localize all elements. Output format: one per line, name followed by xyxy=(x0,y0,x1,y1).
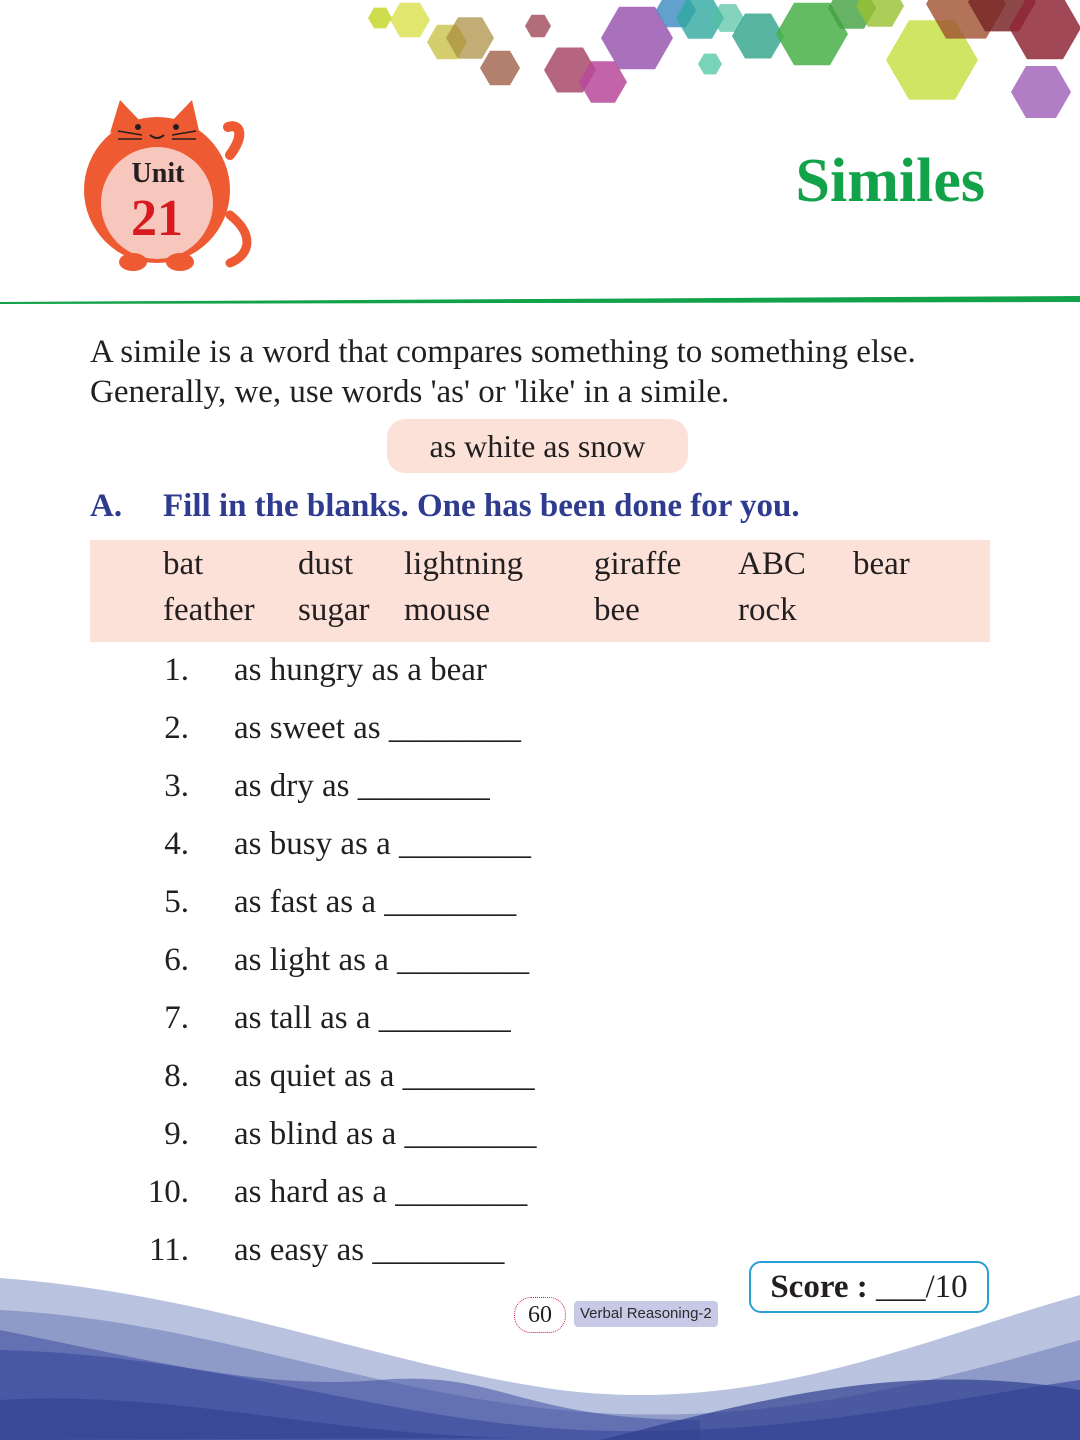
item-number: 4. xyxy=(164,826,189,862)
page-title: Similes xyxy=(795,147,985,215)
hexagon-shape xyxy=(1011,66,1071,118)
word-bank-word: mouse xyxy=(404,592,491,628)
word-bank-word: dust xyxy=(298,546,354,582)
word-bank-word: lightning xyxy=(404,546,524,582)
word-bank-word: feather xyxy=(163,592,255,628)
item-number: 2. xyxy=(164,710,189,746)
hexagon-shape xyxy=(390,3,430,38)
item-text: as sweet as ________ xyxy=(234,710,521,746)
hexagon-shape xyxy=(525,15,551,38)
item-number: 10. xyxy=(147,1174,189,1210)
word-bank-word: ABC xyxy=(738,546,806,582)
score-label: Score : xyxy=(770,1269,868,1305)
hexagon-shape xyxy=(698,54,722,75)
item-number: 1. xyxy=(164,652,189,688)
exercise-instruction: Fill in the blanks. One has been done for you. xyxy=(163,488,800,524)
exercise-letter: A. xyxy=(90,488,123,524)
cat-icon xyxy=(80,95,255,275)
exercise-heading xyxy=(90,484,1010,528)
score-box xyxy=(749,1261,989,1313)
page-number: 60 xyxy=(514,1297,566,1333)
word-bank-word: bat xyxy=(163,546,204,582)
item-number: 9. xyxy=(164,1116,189,1152)
book-title: Verbal Reasoning-2 xyxy=(574,1301,718,1327)
word-bank-word: bear xyxy=(853,546,910,582)
item-number: 3. xyxy=(164,768,189,804)
word-bank-word: giraffe xyxy=(594,546,682,582)
item-text: as light as a ________ xyxy=(234,942,530,978)
item-text: as hard as a ________ xyxy=(234,1174,528,1210)
unit-number: 21 xyxy=(131,190,183,247)
item-number: 7. xyxy=(164,1000,189,1036)
item-number: 8. xyxy=(164,1058,189,1094)
unit-label: Unit xyxy=(131,158,185,189)
intro-text: A simile is a word that compares something to something else. Generally, we, use words 'as' or 'like' in a simile. xyxy=(90,334,916,410)
item-text: as easy as ________ xyxy=(234,1232,505,1268)
word-bank-word: sugar xyxy=(298,592,370,628)
example-simile: as white as snow xyxy=(387,419,688,473)
item-text: as dry as ________ xyxy=(234,768,490,804)
item-number: 11. xyxy=(148,1232,189,1268)
word-bank-word: rock xyxy=(738,592,797,628)
item-text: as tall as a ________ xyxy=(234,1000,511,1036)
item-text: as busy as a ________ xyxy=(234,826,531,862)
hexagon-shape xyxy=(368,8,392,29)
item-number: 6. xyxy=(164,942,189,978)
hexagon-shape xyxy=(480,51,520,86)
divider xyxy=(0,296,1080,304)
word-bank xyxy=(90,540,990,642)
item-text: as hungry as a bear xyxy=(234,652,487,688)
item-number: 5. xyxy=(164,884,189,920)
item-text: as blind as a ________ xyxy=(234,1116,537,1152)
score-value: ___/10 xyxy=(876,1269,968,1305)
word-bank-word: bee xyxy=(594,592,640,628)
item-text: as fast as a ________ xyxy=(234,884,517,920)
item-text: as quiet as a ________ xyxy=(234,1058,535,1094)
